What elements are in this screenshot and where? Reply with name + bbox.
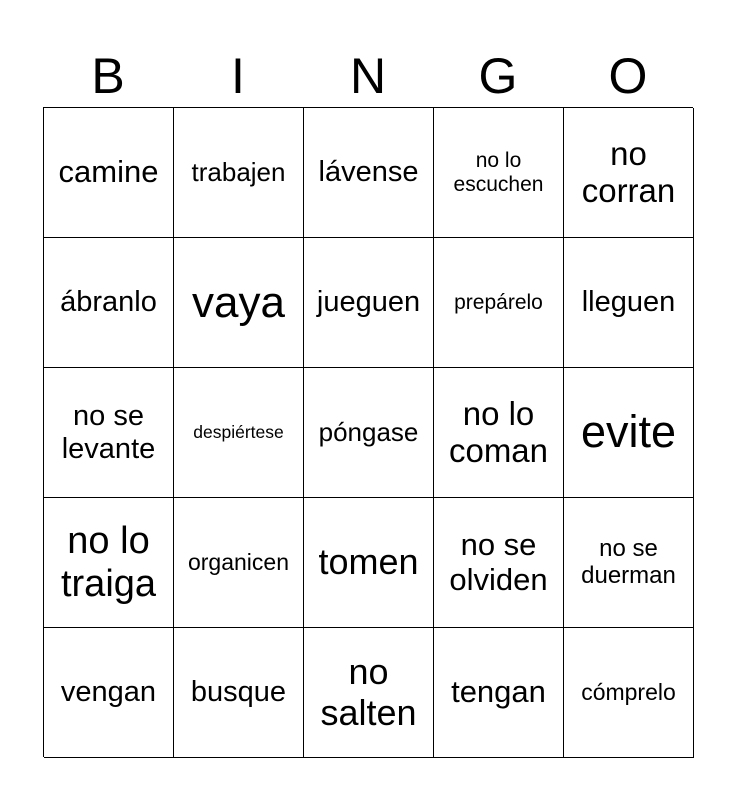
bingo-cell[interactable]: no se olviden bbox=[434, 498, 564, 628]
bingo-cell[interactable]: no salten bbox=[304, 628, 434, 758]
bingo-cell[interactable]: vengan bbox=[44, 628, 174, 758]
bingo-cell[interactable]: tengan bbox=[434, 628, 564, 758]
bingo-cell[interactable]: lleguen bbox=[564, 238, 694, 368]
bingo-cell[interactable]: trabajen bbox=[174, 108, 304, 238]
bingo-cell[interactable]: no lo coman bbox=[434, 368, 564, 498]
bingo-cell[interactable]: organicen bbox=[174, 498, 304, 628]
header-letter-g: G bbox=[478, 48, 518, 104]
bingo-cell[interactable]: no se duerman bbox=[564, 498, 694, 628]
header-letter-i: I bbox=[231, 48, 245, 104]
header-letter-o: O bbox=[608, 48, 648, 104]
header-letter-n: N bbox=[349, 48, 387, 104]
bingo-header bbox=[43, 48, 693, 104]
bingo-cell[interactable]: cómprelo bbox=[564, 628, 694, 758]
bingo-cell[interactable]: despiértese bbox=[174, 368, 304, 498]
bingo-cell[interactable]: no lo escuchen bbox=[434, 108, 564, 238]
bingo-cell[interactable]: no corran bbox=[564, 108, 694, 238]
bingo-cell[interactable]: ábranlo bbox=[44, 238, 174, 368]
bingo-cell[interactable]: camine bbox=[44, 108, 174, 238]
bingo-cell[interactable]: lávense bbox=[304, 108, 434, 238]
bingo-cell[interactable]: vaya bbox=[174, 238, 304, 368]
bingo-cell[interactable]: tomen bbox=[304, 498, 434, 628]
bingo-cell[interactable]: no lo traiga bbox=[44, 498, 174, 628]
bingo-cell[interactable]: evite bbox=[564, 368, 694, 498]
bingo-cell[interactable]: busque bbox=[174, 628, 304, 758]
bingo-cell[interactable]: no se levante bbox=[44, 368, 174, 498]
bingo-cell[interactable]: prepárelo bbox=[434, 238, 564, 368]
bingo-cell[interactable]: póngase bbox=[304, 368, 434, 498]
bingo-card-grid bbox=[43, 107, 693, 757]
bingo-cell[interactable]: jueguen bbox=[304, 238, 434, 368]
header-letter-b: B bbox=[91, 48, 125, 104]
